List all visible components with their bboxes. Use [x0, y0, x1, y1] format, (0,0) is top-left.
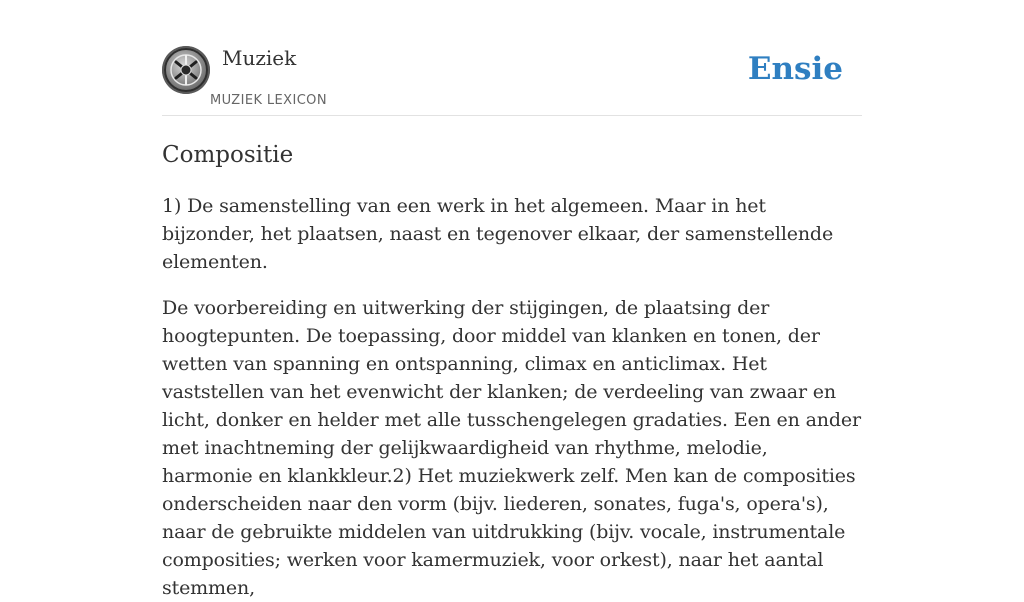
- brand-logo-link[interactable]: Ensie: [747, 51, 843, 87]
- article-title: Compositie: [162, 142, 294, 168]
- definition-paragraph: 1) De samenstelling van een werk in het algemeen. Maar in het bijzonder, het plaatsen, naast en tegenover elkaar, der samenstellende elementen.: [162, 195, 834, 273]
- emblem-icon[interactable]: [162, 46, 210, 94]
- emblem-graphic: [162, 46, 210, 94]
- source-header: [162, 0, 862, 116]
- definition-paragraph: De voorbereiding en uitwerking der stijgingen, de plaatsing der hoogtepunten. De toepassing, door middel van klanken en tonen, der wetten van spanning en ontspanning, climax en anticlimax. Het vaststellen van het evenwicht der klanken; de verdeeling van zwaar en licht, donker en helder met alle tusschengelegen gradaties. Een en ander met inachtneming der gelijkwaardigheid van rhythme, melodie, harmonie en klankkleur.2) Het muziekwerk zelf. Men kan de composities onderscheiden naar den vorm (bijv. liederen, sonates, fuga's, opera's), naar de gebruikte middelen van uitdrukking (bijv. vocale, instrumentale composities; werken voor kamermuziek, voor orkest), naar het aantal stemmen,: [162, 297, 861, 599]
- source-title[interactable]: Muziek: [222, 46, 297, 70]
- source-subtitle[interactable]: MUZIEK LEXICON: [210, 93, 327, 108]
